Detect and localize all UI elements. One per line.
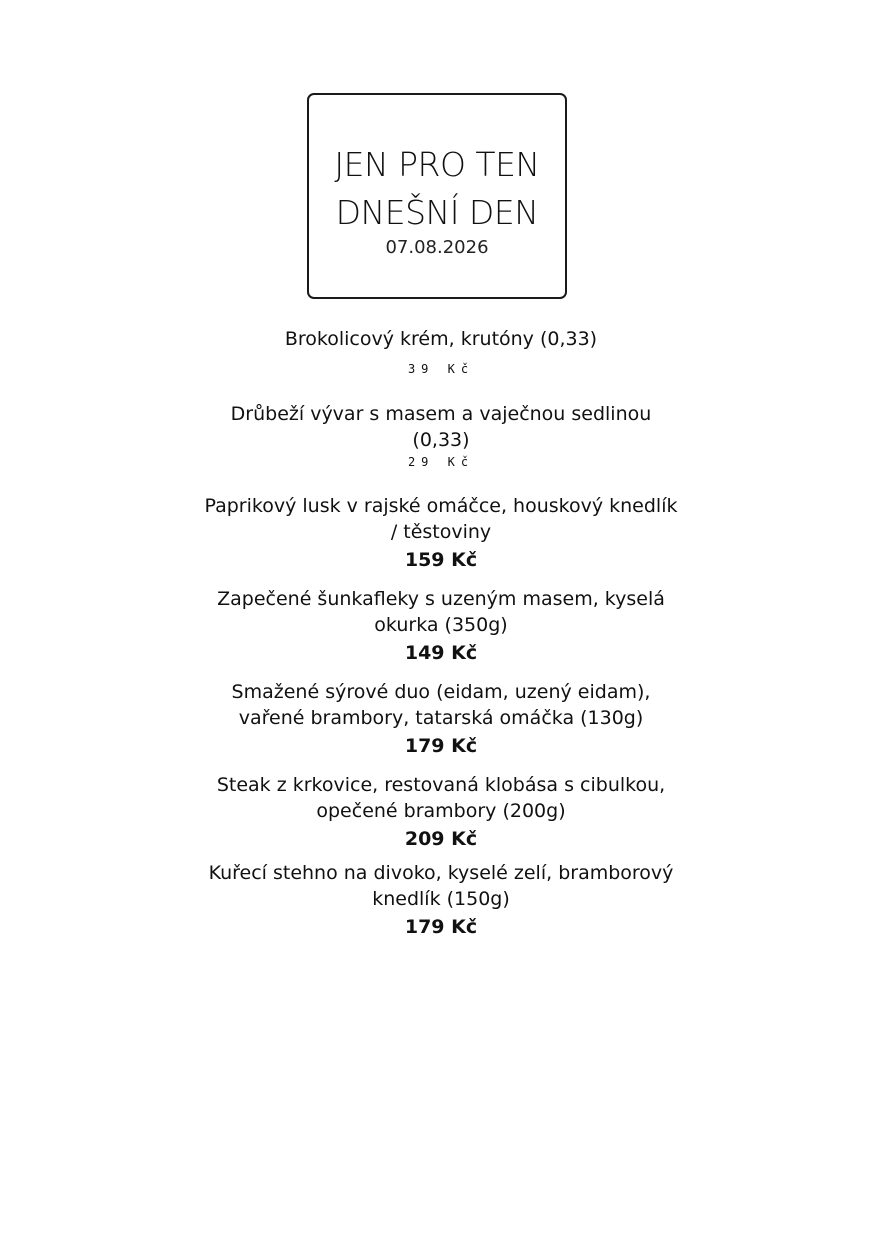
menu-item	[141, 493, 741, 573]
menu-item-name: Zapečené šunkafleky s uzeným masem, kyselá okurka (350g)	[217, 588, 665, 636]
menu-date: 07.08.2026	[385, 237, 489, 258]
menu-item-price: 159 Kč	[404, 549, 478, 571]
page-title-line-1: JEN PRO TEN	[334, 145, 540, 184]
menu-item-price: 179 Kč	[404, 916, 478, 938]
menu-item-name: Smažené sýrové duo (eidam, uzený eidam), vařené brambory, tatarská omáčka (130g)	[231, 681, 651, 729]
menu-item	[141, 679, 741, 759]
menu-item-name: Paprikový lusk v rajské omáčce, houskový knedlík / těstoviny	[204, 495, 678, 543]
menu-item-price: 149 Kč	[404, 642, 478, 664]
menu-item	[141, 772, 741, 852]
menu-item	[141, 401, 741, 471]
menu-item-price: 179 Kč	[404, 735, 478, 757]
page-title-line-2: DNEŠNÍ DEN	[335, 193, 539, 232]
menu-item	[141, 326, 741, 378]
menu-item-name: Kuřecí stehno na divoko, kyselé zelí, bramborový knedlík (150g)	[208, 862, 674, 910]
menu-item-name: Drůbeží vývar s masem a vaječnou sedlinou (0,33)	[230, 403, 652, 451]
menu-item	[141, 860, 741, 940]
menu-item-price: 39 Kč	[407, 362, 475, 376]
menu-item-price: 29 Kč	[407, 455, 475, 469]
menu-item-price: 209 Kč	[404, 828, 478, 850]
menu-item-name: Brokolicový krém, krutóny (0,33)	[284, 328, 598, 350]
title-frame	[307, 93, 567, 299]
menu-item	[141, 586, 741, 666]
menu-item-name: Steak z krkovice, restovaná klobása s cibulkou, opečené brambory (200g)	[216, 774, 666, 822]
